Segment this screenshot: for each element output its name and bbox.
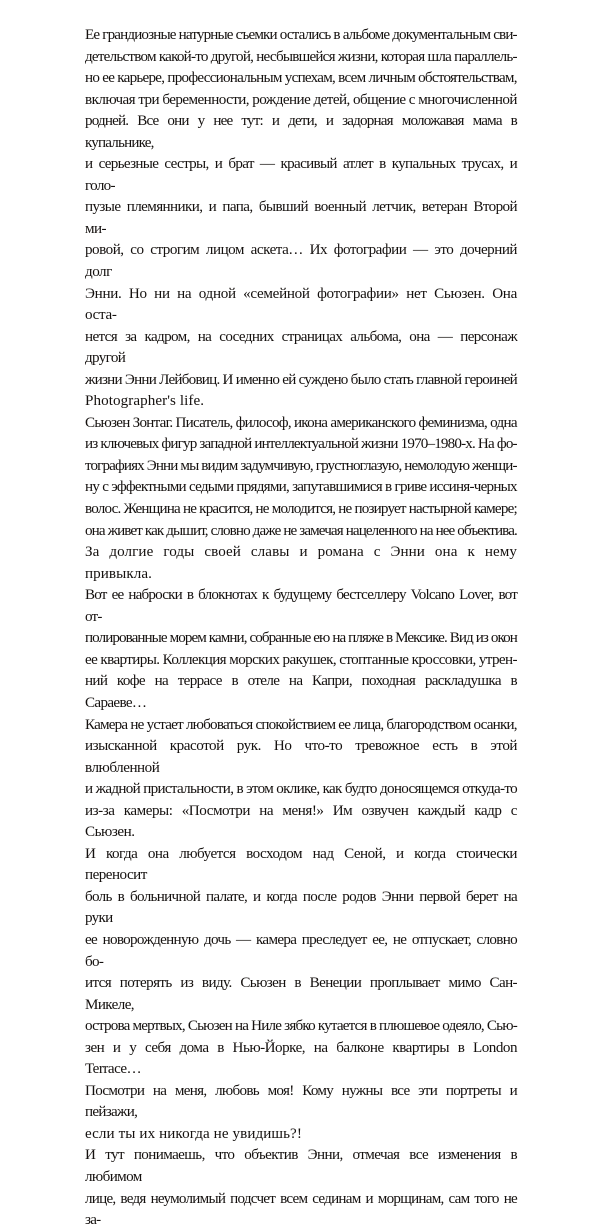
text-line: ее квартиры. Коллекция морских ракушек, стоптанные кроссовки, утрен- [85,651,517,668]
paragraph [85,585,517,1145]
text-line: детельством какой-то другой, несбывшейся жизни, которая шла параллель- [85,48,517,65]
text-line: Photographer's life. [85,393,205,410]
text-line: И тут понимаешь, что объектив Энни, отмечая все изменения в любимом [85,1147,517,1185]
text-column [85,25,517,1232]
text-line: За долгие годы своей славы и романа с Энни она к нему привыкла. [85,544,517,582]
text-line: если ты их никогда не увидишь?! [85,1125,302,1142]
text-line: включая три беременности, рождение детей, общение с многочисленной [85,91,517,108]
text-line: Вот ее наброски в блокнотах к будущему бестселлеру Volcano Lover, вот от- [85,587,517,625]
text-line: лице, ведя неумолимый подсчет всем сединам и морщинам, сам того не за- [85,1190,517,1229]
text-line: нется за кадром, на соседних страницах альбома, она — персонаж другой [85,328,517,367]
text-line: она живет как дышит, словно даже не замечая нацеленного на нее объектива. [85,522,517,539]
text-line: ний кофе на террасе в отеле на Капри, походная раскладушка в Сараеве… [85,673,517,711]
text-line: ее новорожденную дочь — камера преследует ее, не отпускает, словно бо- [85,931,517,970]
text-line: и серьезные сестры, и брат — красивый атлет в купальных трусах, и голо- [85,156,517,194]
text-line: зен и у себя дома в Нью-Йорке, на балконе квартиры в London Terrace… [85,1039,517,1078]
text-line: жизни Энни Лейбовиц. И именно ей суждено было стать главной героиней [85,371,517,388]
text-line: ится потерять из виду. Сьюзен в Венеции проплывает мимо Сан-Микеле, [85,975,517,1013]
text-line: и жадной пристальности, в этом оклике, как будто доносящемся откуда-то [85,781,517,798]
text-line: Камера не устает любоваться спокойствием ее лица, благородством осанки, [85,716,517,733]
paragraph [85,413,517,585]
paragraph [85,1145,517,1231]
text-line: из-за камеры: «Посмотри на меня!» Им озвучен каждый кадр с Сьюзен. [85,802,517,841]
paragraph [85,25,517,413]
text-line: Посмотри на меня, любовь моя! Кому нужны все эти портреты и пейзажи, [85,1082,517,1121]
text-line: волос. Женщина не красится, не молодится, не позирует настырной камере; [85,501,517,518]
text-line: тографиях Энни мы видим задумчивую, грустноглазую, немолодую женщи- [85,457,517,474]
text-line: из ключевых фигур западной интеллектуальной жизни 1970–1980-х. На фо- [85,436,517,453]
text-line: И когда она любуется восходом над Сеной, и когда стоически переносит [85,845,517,884]
text-line: Ее грандиозные натурные съемки остались в альбоме документальным сви- [85,27,517,43]
text-line: полированные морем камни, собранные ею на пляже в Мексике. Вид из окон [85,630,517,647]
text-line: пузые племянники, и папа, бывший военный летчик, ветеран Второй ми- [85,199,517,237]
text-line: ну с эффектными седыми прядями, запутавшимися в гриве иссиня-черных [85,479,517,496]
text-line: изысканной красотой рук. Но что-то тревожное есть в этой влюбленной [85,738,517,776]
text-line: боль в больничной палате, и когда после родов Энни первой берет на руки [85,888,517,927]
text-line: Сьюзен Зонтаг. Писатель, философ, икона американского феминизма, одна [85,414,517,431]
text-line: Энни. Но ни на одной «семейной фотографии» нет Сьюзен. Она оста- [85,285,517,324]
text-line: родней. Все они у нее тут: и дети, и задорная моложавая мама в купальнике, [85,113,517,151]
text-line: но ее карьере, профессиональным успехам, всем личным обстоятельствам, [85,70,517,87]
text-line: ровой, со строгим лицом аскета… Их фотографии — это дочерний долг [85,242,517,281]
text-line: острова мертвых, Сьюзен на Ниле зябко кутается в плюшевое одеяло, Сью- [85,1018,517,1035]
